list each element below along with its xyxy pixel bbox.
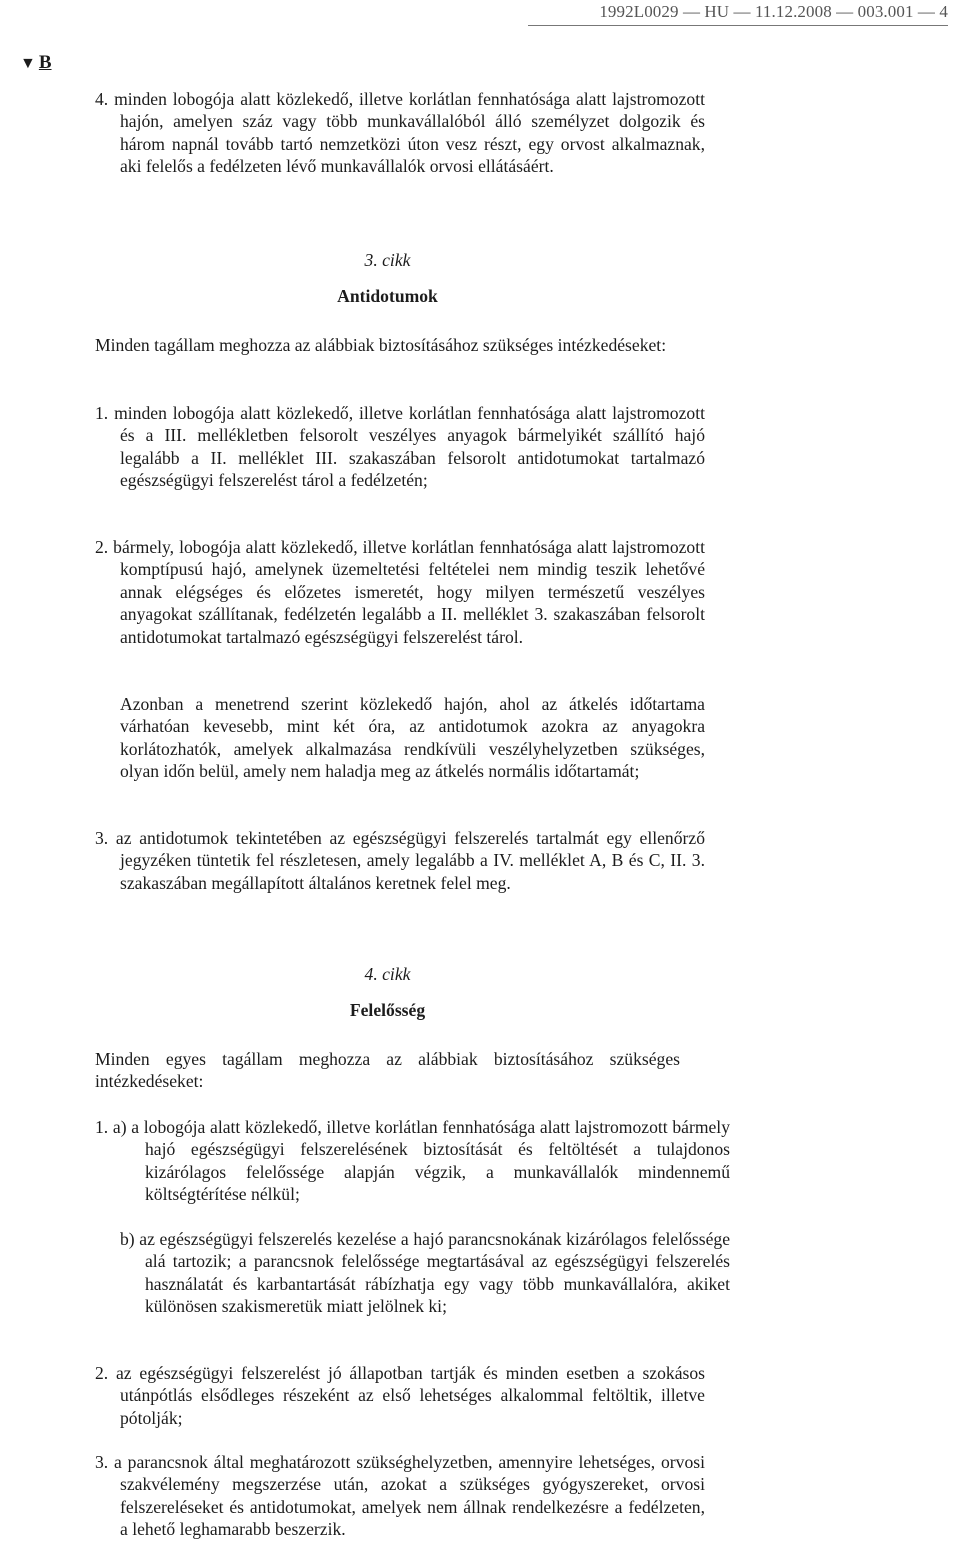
- article-4-intro: Minden egyes tagállam meghozza az alábbiak biztosításához szükséges intézkedéseket:: [95, 1049, 680, 1092]
- amendment-marker: [20, 52, 52, 74]
- article-4-point-2: 2. az egészségügyi felszerelést jó állapotban tartják és minden esetben a szokásos utánpótlás elsődleges részeként az első lehetséges alkalommal feltöltik, illetve pótolják;: [95, 1363, 705, 1428]
- marker-letter: B: [38, 52, 52, 73]
- article-3-point-1: 1. minden lobogója alatt közlekedő, illetve korlátlan fennhatósága alatt lajstromozott és a III. mellékletben felsorolt veszélyes anyagok bármelyikét szállító hajó legalább a II. melléklet III. szakaszában felsorolt antidotumokat tartalmazó egészségügyi felszerelést tárol a fedélzetén;: [95, 403, 705, 491]
- paragraph-point-4: 4. minden lobogója alatt közlekedő, illetve korlátlan fennhatósága alatt lajstromozott hajón, amelyen száz vagy több munkavállalóból álló személyzet dolgozik és három napnál tovább tartó nemzetközi úton vesz részt, egy orvost alkalmaznak, aki felelős a fedélzeten lévő munkavállalók orvosi ellátásáért.: [95, 89, 705, 177]
- article-4-number: 4. cikk: [364, 964, 411, 984]
- triangle-down-icon: ▼: [20, 55, 36, 72]
- document-reference-header: 1992L0029 — HU — 11.12.2008 — 003.001 — 4: [528, 2, 948, 26]
- article-3-point-2-continuation: Azonban a menetrend szerint közlekedő hajón, ahol az átkelés időtartama várhatóan kevesebb, mint két óra, az antidotumok azokra az anyagokra korlátozhatók, amelyek alkalmazása rendkívüli veszélyhelyzetben szükséges, olyan időn belül, amely nem haladja meg az átkelés normális időtartamát;: [120, 694, 705, 782]
- article-4-point-3: 3. a parancsnok által meghatározott szükséghelyzetben, amennyire lehetséges, orvosi szakvélemény megszerzése után, azokat a szükséges gyógyszereket, orvosi felszereléseket és antidotumokat, amelyek nem állnak rendelkezésre a fedélzeten, a lehető leghamarabb beszerzik.: [95, 1452, 705, 1540]
- article-3-title: Antidotumok: [337, 286, 438, 306]
- article-3-intro: Minden tagállam meghozza az alábbiak biztosításához szükséges intézkedéseket:: [95, 335, 667, 355]
- article-3-number: 3. cikk: [364, 250, 411, 270]
- article-4-title: Felelősség: [349, 1000, 426, 1020]
- article-4-point-1a: 1. a) a lobogója alatt közlekedő, illetve korlátlan fennhatósága alatt lajstromozott bármely hajó egészségügyi felszerelésének biztosítását és feltöltését a tulajdonos kizárólagos felelőssége alapján végzik, a munkavállalók mindennemű költségtérítése nélkül;: [95, 1117, 730, 1205]
- article-3-point-2: 2. bármely, lobogója alatt közlekedő, illetve korlátlan fennhatósága alatt lajstromozott komptípusú hajó, amelynek üzemeltetési feltételei nem mindig teszik lehetővé annak elégséges és előzetes ismeretét, hogy milyen természetű veszélyes anyagokat szállítanak, fedélzetén legalább a II. melléklet 3. szakaszában felsorolt antidotumokat tartalmazó egészségügyi felszerelést tárol.: [95, 537, 705, 647]
- article-4-point-1b: b) az egészségügyi felszerelés kezelése a hajó parancsnokának kizárólagos felelőssége alá tartozik; a parancsnok felelőssége megtartásával az egészségügyi felszerelés használatát és karbantartását rábízhatja egy vagy több munkavállalóra, akiket különösen szakismeretük miatt jelölnek ki;: [120, 1229, 730, 1317]
- article-3-point-3: 3. az antidotumok tekintetében az egészségügyi felszerelés tartalmát egy ellenőrző jegyzéken tüntetik fel részletesen, amely legalább a IV. melléklet A, B és C, II. 3. szakaszában megállapított általános keretnek felel meg.: [95, 828, 705, 893]
